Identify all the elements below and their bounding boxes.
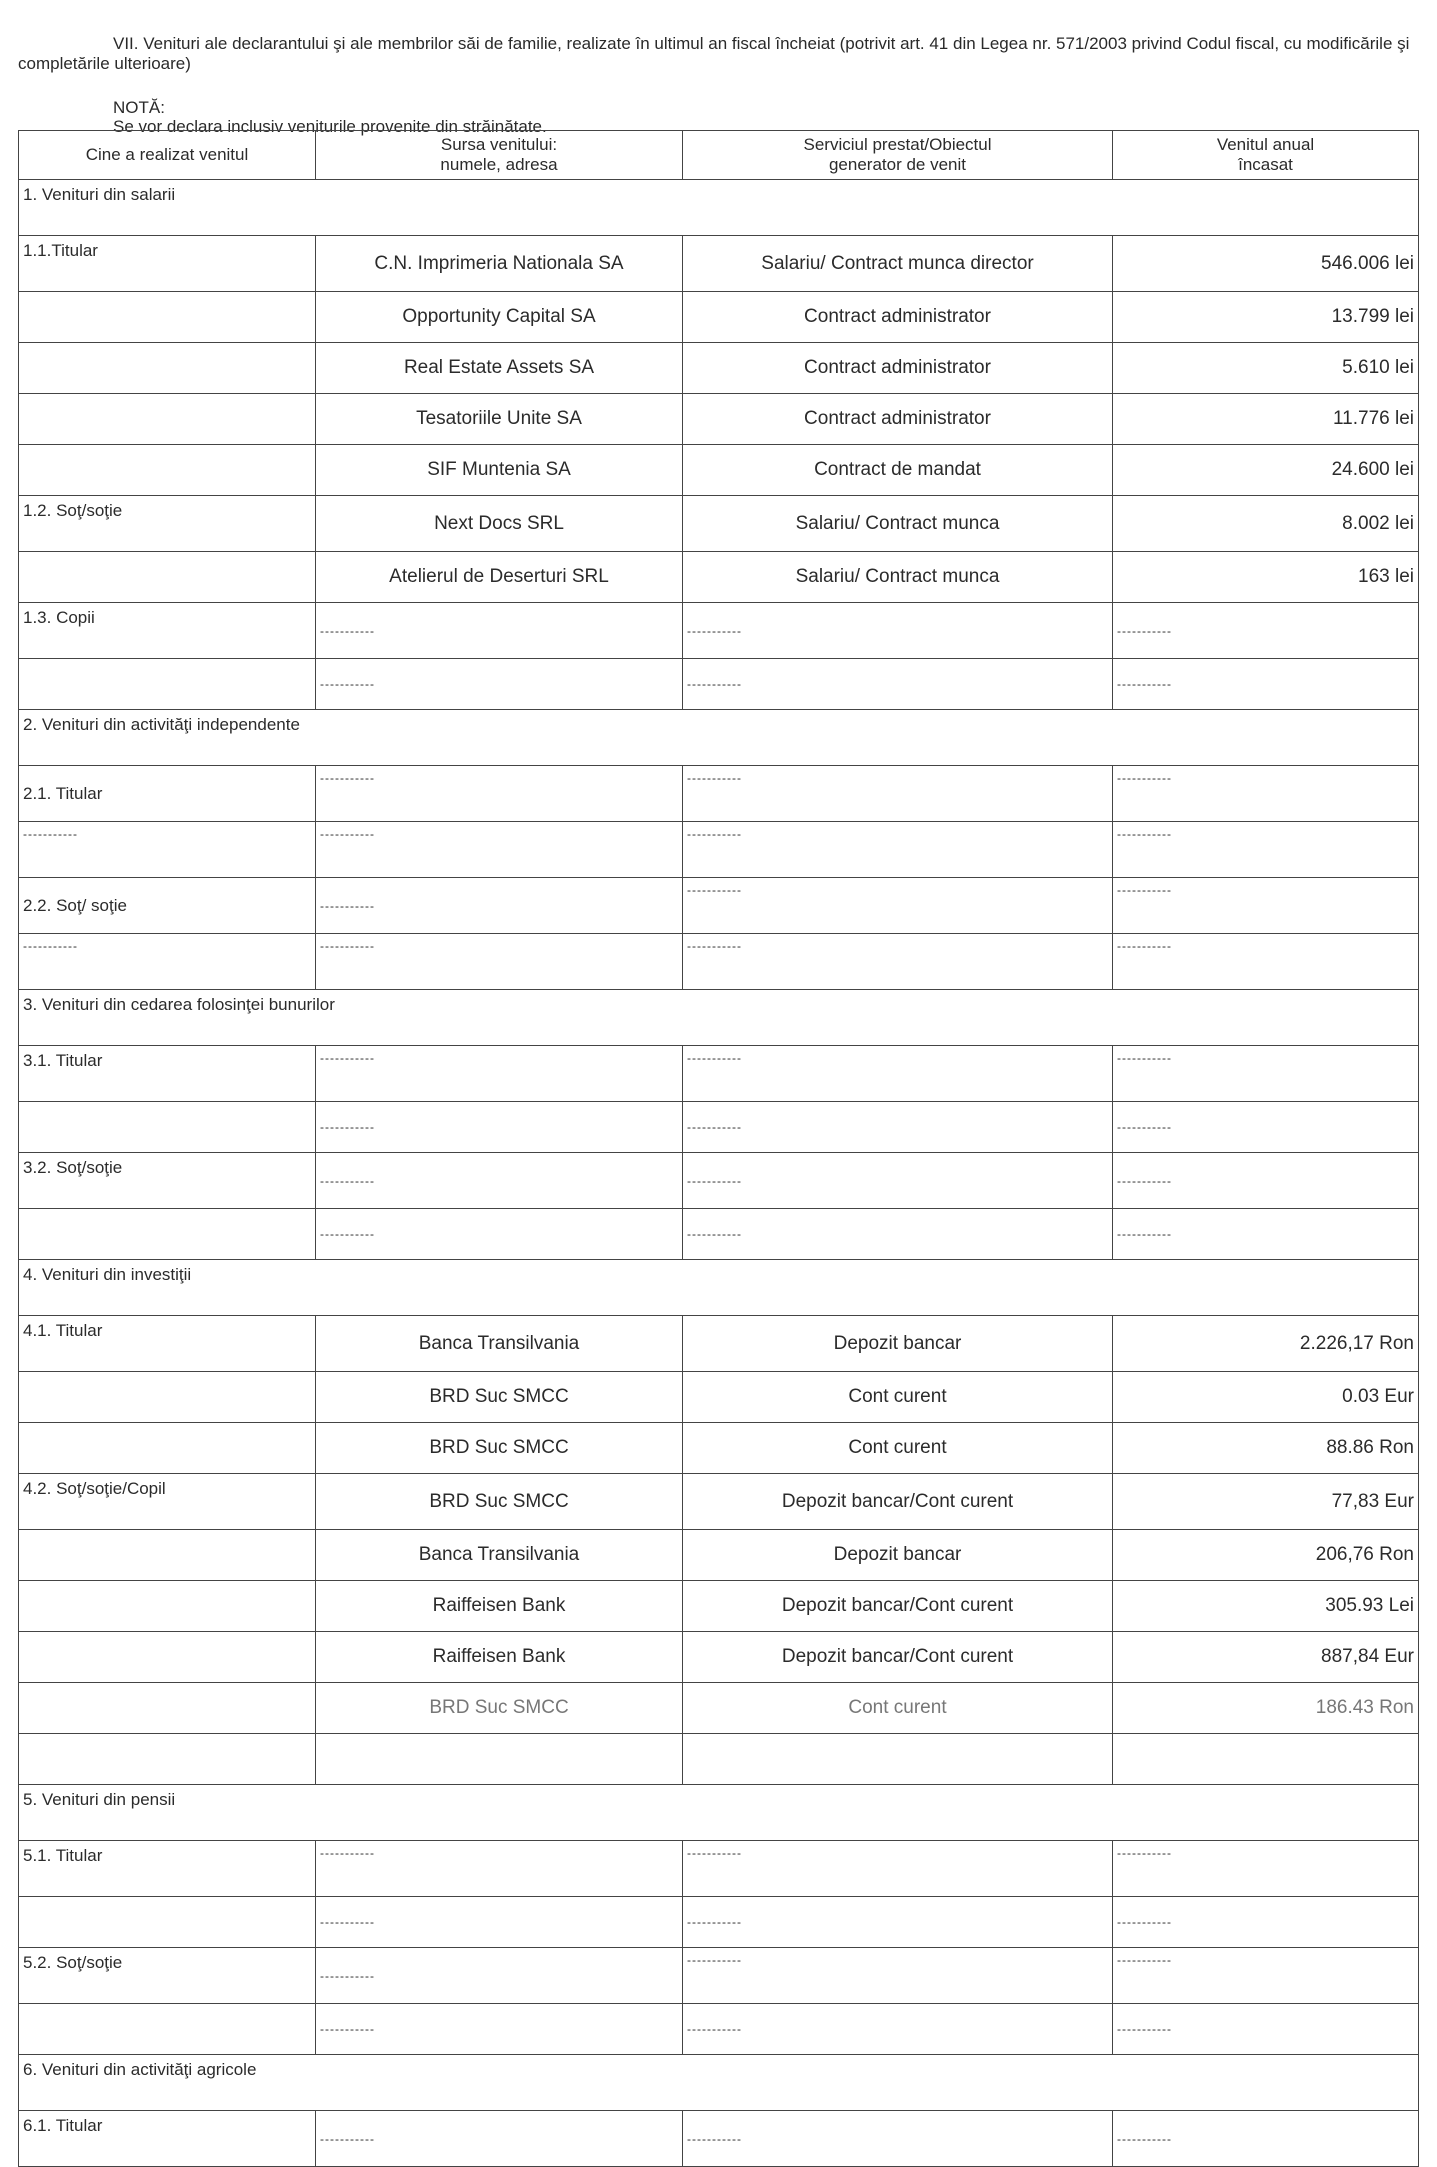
nota-title: NOTĂ: [113, 98, 165, 117]
section-title: 1. Venituri din salarii [19, 180, 1419, 236]
table-row [19, 292, 1419, 343]
empty-dash: ----------- [316, 1102, 683, 1153]
empty-dash: ----------- [316, 878, 683, 934]
empty-dash: ----------- [1113, 1897, 1419, 1948]
empty-dash: ----------- [1113, 2004, 1419, 2055]
row-label: 5.1. Titular [19, 1841, 316, 1897]
section-row [19, 990, 1419, 1046]
section-title: 5. Venituri din pensii [19, 1785, 1419, 1841]
table-row [19, 1046, 1419, 1102]
income-source: BRD Suc SMCC [316, 1423, 683, 1474]
empty-dash: ----------- [683, 659, 1113, 710]
table-row [19, 822, 1419, 878]
row-label-empty [19, 1530, 316, 1581]
row-label-empty [19, 292, 316, 343]
income-service: Salariu/ Contract munca [683, 552, 1113, 603]
empty-dash: ----------- [316, 1209, 683, 1260]
empty-dash: ----------- [1113, 2111, 1419, 2167]
income-amount: 305.93 Lei [1113, 1581, 1419, 1632]
table-row [19, 1897, 1419, 1948]
empty-dash: ----------- [316, 1897, 683, 1948]
row-label: 1.2. Soţ/soţie [19, 496, 316, 552]
income-amount: 77,83 Eur [1113, 1474, 1419, 1530]
empty-dash: ----------- [316, 659, 683, 710]
empty-dash: ----------- [1113, 878, 1419, 934]
section-heading: VII. Venituri ale declarantului şi ale membrilor săi de familie, realizate în ultimul an fiscal încheiat (potrivit art. 41 din Legea nr. 571/2003 privind Codul fiscal, cu modificările şi completările ulterioare) [18, 34, 1410, 73]
empty-cell [19, 1734, 316, 1785]
col-header-who: Cine a realizat venitul [19, 131, 316, 180]
empty-dash: ----------- [1113, 1102, 1419, 1153]
row-label: 5.2. Soţ/soţie [19, 1948, 316, 2004]
empty-dash: ----------- [683, 2004, 1113, 2055]
table-header [19, 131, 1419, 180]
row-label-empty [19, 1581, 316, 1632]
empty-dash: ----------- [316, 766, 683, 822]
empty-dash: ----------- [1113, 659, 1419, 710]
col-header-amount: Venitul anual încasat [1113, 131, 1419, 180]
empty-dash: ----------- [316, 1153, 683, 1209]
empty-dash: ----------- [683, 822, 1113, 878]
section-title: 6. Venituri din activităţi agricole [19, 2055, 1419, 2111]
income-source: Banca Transilvania [316, 1316, 683, 1372]
empty-dash: ----------- [683, 1209, 1113, 1260]
income-service: Cont curent [683, 1423, 1113, 1474]
empty-dash: ----------- [316, 1948, 683, 2004]
income-amount: 887,84 Eur [1113, 1632, 1419, 1683]
empty-dash: ----------- [683, 1948, 1113, 2004]
table-row [19, 1683, 1419, 1734]
empty-dash: ----------- [316, 2111, 683, 2167]
empty-cell [316, 1734, 683, 1785]
table-row [19, 1734, 1419, 1785]
income-service: Contract administrator [683, 394, 1113, 445]
nota-text: Se vor declara inclusiv veniturile provenite din străinătate. [113, 117, 547, 136]
row-label: 3.2. Soţ/soţie [19, 1153, 316, 1209]
section-row [19, 710, 1419, 766]
income-service: Cont curent [683, 1372, 1113, 1423]
empty-dash: ----------- [316, 1046, 683, 1102]
table-row [19, 766, 1419, 822]
empty-dash: ----------- [1113, 1841, 1419, 1897]
empty-cell [683, 1734, 1113, 1785]
income-service: Cont curent [683, 1683, 1113, 1734]
table-row [19, 1474, 1419, 1530]
table-row [19, 2004, 1419, 2055]
row-label: 2.2. Soţ/ soţie [19, 878, 316, 934]
empty-dash: ----------- [316, 1841, 683, 1897]
empty-dash: ----------- [1113, 766, 1419, 822]
income-amount: 186.43 Ron [1113, 1683, 1419, 1734]
table-row [19, 1948, 1419, 2004]
income-service: Salariu/ Contract munca director [683, 236, 1113, 292]
row-label-empty [19, 552, 316, 603]
empty-cell [1113, 1734, 1419, 1785]
income-source: Tesatoriile Unite SA [316, 394, 683, 445]
row-label-empty [19, 1632, 316, 1683]
col-header-source: Sursa venitului: numele, adresa [316, 131, 683, 180]
income-source: Real Estate Assets SA [316, 343, 683, 394]
row-label-empty [19, 394, 316, 445]
table-row [19, 445, 1419, 496]
empty-dash: ----------- [1113, 1209, 1419, 1260]
row-label: 4.1. Titular [19, 1316, 316, 1372]
row-label: 4.2. Soţ/soţie/Copil [19, 1474, 316, 1530]
empty-dash: ----------- [1113, 603, 1419, 659]
row-label: 6.1. Titular [19, 2111, 316, 2167]
table-row [19, 878, 1419, 934]
row-label-empty [19, 1102, 316, 1153]
income-amount: 163 lei [1113, 552, 1419, 603]
income-source: BRD Suc SMCC [316, 1474, 683, 1530]
table-row [19, 1209, 1419, 1260]
income-service: Depozit bancar/Cont curent [683, 1581, 1113, 1632]
empty-dash: ----------- [683, 1897, 1113, 1948]
income-amount: 5.610 lei [1113, 343, 1419, 394]
row-label: 3.1. Titular [19, 1046, 316, 1102]
row-label: 1.1.Titular [19, 236, 316, 292]
empty-dash: ----------- [683, 1841, 1113, 1897]
row-label-empty [19, 1372, 316, 1423]
col-header-service: Serviciul prestat/Obiectul generator de venit [683, 131, 1113, 180]
table-row [19, 236, 1419, 292]
table-row [19, 1102, 1419, 1153]
income-amount: 206,76 Ron [1113, 1530, 1419, 1581]
section-row [19, 1260, 1419, 1316]
table-row [19, 1372, 1419, 1423]
income-source: C.N. Imprimeria Nationala SA [316, 236, 683, 292]
income-amount: 24.600 lei [1113, 445, 1419, 496]
income-service: Depozit bancar/Cont curent [683, 1632, 1113, 1683]
income-service: Salariu/ Contract munca [683, 496, 1113, 552]
empty-dash: ----------- [683, 2111, 1113, 2167]
section-row [19, 1785, 1419, 1841]
row-label-empty [19, 1423, 316, 1474]
table-row [19, 603, 1419, 659]
income-source: SIF Muntenia SA [316, 445, 683, 496]
income-source: Banca Transilvania [316, 1530, 683, 1581]
income-service: Depozit bancar [683, 1530, 1113, 1581]
income-source: Raiffeisen Bank [316, 1581, 683, 1632]
empty-dash: ----------- [683, 1153, 1113, 1209]
table-row [19, 1316, 1419, 1372]
income-service: Contract administrator [683, 292, 1113, 343]
income-table [18, 130, 1419, 2167]
income-amount: 8.002 lei [1113, 496, 1419, 552]
income-source: Next Docs SRL [316, 496, 683, 552]
table-row [19, 1530, 1419, 1581]
section-title: 2. Venituri din activităţi independente [19, 710, 1419, 766]
empty-dash: ----------- [1113, 934, 1419, 990]
income-amount: 11.776 lei [1113, 394, 1419, 445]
empty-dash: ----------- [316, 2004, 683, 2055]
row-label-empty [19, 2004, 316, 2055]
table-row [19, 659, 1419, 710]
income-source: BRD Suc SMCC [316, 1372, 683, 1423]
section-row [19, 180, 1419, 236]
empty-dash: ----------- [683, 878, 1113, 934]
income-amount: 13.799 lei [1113, 292, 1419, 343]
empty-dash: ----------- [1113, 1046, 1419, 1102]
table-row [19, 552, 1419, 603]
table-row [19, 1423, 1419, 1474]
section-title: 3. Venituri din cedarea folosinţei bunurilor [19, 990, 1419, 1046]
income-service: Depozit bancar/Cont curent [683, 1474, 1113, 1530]
empty-dash: ----------- [19, 934, 316, 990]
table-row [19, 1581, 1419, 1632]
table-row [19, 2111, 1419, 2167]
empty-dash: ----------- [1113, 822, 1419, 878]
empty-dash: ----------- [1113, 1948, 1419, 2004]
empty-dash: ----------- [683, 766, 1113, 822]
income-amount: 546.006 lei [1113, 236, 1419, 292]
table-row [19, 1841, 1419, 1897]
row-label-empty [19, 445, 316, 496]
empty-dash: ----------- [683, 1046, 1113, 1102]
section-title: 4. Venituri din investiţii [19, 1260, 1419, 1316]
section-row [19, 2055, 1419, 2111]
table-row [19, 1153, 1419, 1209]
row-label: 1.3. Copii [19, 603, 316, 659]
empty-dash: ----------- [316, 822, 683, 878]
income-source: Raiffeisen Bank [316, 1632, 683, 1683]
empty-dash: ----------- [683, 603, 1113, 659]
empty-dash: ----------- [683, 1102, 1113, 1153]
empty-dash: ----------- [316, 603, 683, 659]
row-label-empty [19, 1683, 316, 1734]
table-row [19, 496, 1419, 552]
empty-dash: ----------- [1113, 1153, 1419, 1209]
empty-dash: ----------- [19, 822, 316, 878]
table-row [19, 394, 1419, 445]
table-row [19, 1632, 1419, 1683]
income-source: Opportunity Capital SA [316, 292, 683, 343]
income-source: BRD Suc SMCC [316, 1683, 683, 1734]
income-source: Atelierul de Deserturi SRL [316, 552, 683, 603]
income-amount: 2.226,17 Ron [1113, 1316, 1419, 1372]
income-service: Depozit bancar [683, 1316, 1113, 1372]
income-service: Contract de mandat [683, 445, 1113, 496]
row-label-empty [19, 1897, 316, 1948]
row-label: 2.1. Titular [19, 766, 316, 822]
empty-dash: ----------- [316, 934, 683, 990]
row-label-empty [19, 659, 316, 710]
table-row [19, 343, 1419, 394]
income-amount: 0.03 Eur [1113, 1372, 1419, 1423]
income-service: Contract administrator [683, 343, 1113, 394]
income-amount: 88.86 Ron [1113, 1423, 1419, 1474]
row-label-empty [19, 1209, 316, 1260]
empty-dash: ----------- [683, 934, 1113, 990]
row-label-empty [19, 343, 316, 394]
table-row [19, 934, 1419, 990]
